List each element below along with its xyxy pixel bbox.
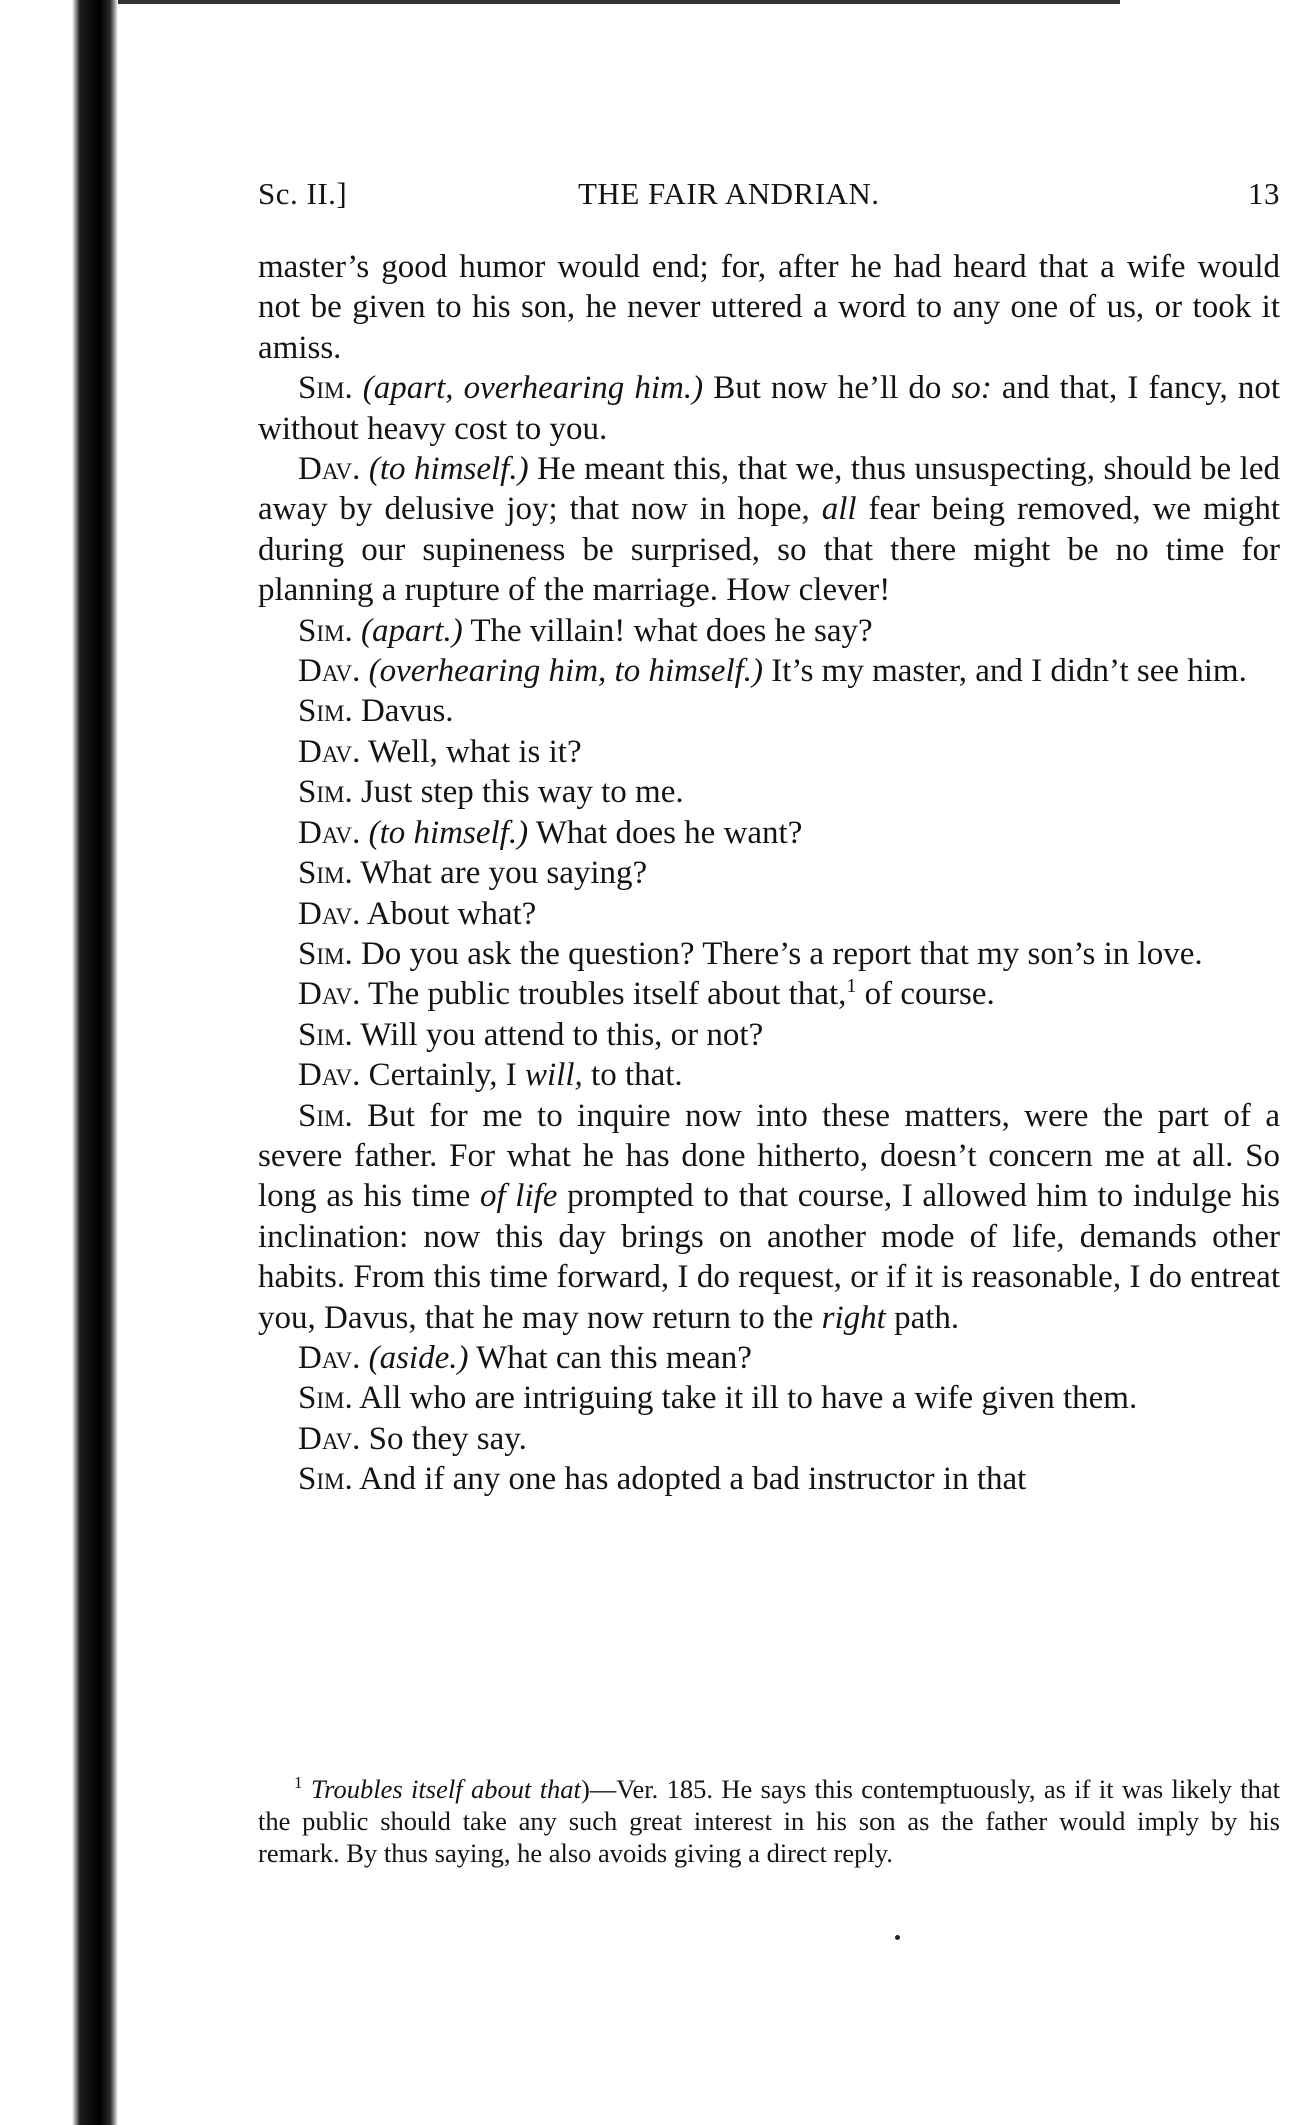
- footnote-reference: 1: [846, 975, 857, 998]
- stage-direction: (apart, overhearing him.): [362, 370, 704, 407]
- dialogue-line: Dav. (overhearing him, to himself.) It’s my master, and I didn’t see him.: [298, 653, 1247, 690]
- speaker-name: Sim.: [298, 370, 353, 407]
- dialogue-line: Sim. Do you ask the question? There’s a report that my son’s in love.: [298, 935, 1203, 972]
- dialogue-line: Sim. Will you attend to this, or not?: [298, 1016, 764, 1053]
- speaker-name: Dav.: [298, 653, 361, 690]
- scene-marker: Sc. II.]: [258, 176, 348, 211]
- speaker-name: Sim.: [298, 855, 353, 892]
- footnote-text: )—Ver. 185. He says this contemptuously, as if it was likely that the public should take any such great interest in his son as the father would imply by his remark. By thus saying, he also avoids giving a direct reply.: [258, 1774, 1281, 1868]
- footnote: [258, 1773, 1280, 1869]
- footnote-lemma: Troubles itself about that: [310, 1774, 581, 1804]
- speaker-name: Dav.: [298, 733, 361, 770]
- speaker-name: Sim.: [298, 1461, 353, 1498]
- speaker-name: Sim.: [298, 1016, 353, 1053]
- speaker-name: Sim.: [298, 1097, 353, 1134]
- book-spine-shadow: [0, 0, 118, 2125]
- dialogue-line: Sim. Just step this way to me.: [298, 774, 684, 811]
- page-title: THE FAIR ANDRIAN.: [578, 176, 880, 211]
- speaker-name: Sim.: [298, 693, 353, 730]
- footnote-number: 1: [294, 1773, 303, 1793]
- speaker-name: Sim.: [298, 612, 353, 649]
- dialogue-line: Sim. And if any one has adopted a bad instructor in that: [298, 1461, 1027, 1498]
- book-page: [258, 0, 1280, 2125]
- stage-direction: (to himself.): [368, 814, 529, 851]
- speaker-name: Dav.: [298, 1420, 361, 1457]
- dialogue-line: Sim. All who are intriguing take it ill to have a wife given them.: [298, 1380, 1138, 1417]
- speaker-name: Dav.: [298, 814, 361, 851]
- stage-direction: (aside.): [368, 1339, 469, 1376]
- dialogue-line: Dav. Well, what is it?: [298, 733, 582, 770]
- print-speck: [895, 1935, 900, 1940]
- dialogue-line: Dav. (aside.) What can this mean?: [298, 1339, 752, 1376]
- speaker-name: Dav.: [298, 976, 361, 1013]
- stage-direction: (apart.): [360, 612, 463, 649]
- speaker-name: Dav.: [298, 451, 361, 488]
- speaker-name: Dav.: [298, 895, 361, 932]
- dialogue-line: Sim. (apart, overhearing him.) But now he’ll do so: and that, I fancy, not without heavy cost to you.: [258, 370, 1281, 447]
- speaker-name: Dav.: [298, 1057, 361, 1094]
- dialogue-line: Dav. Certainly, I will, to that.: [298, 1057, 683, 1094]
- dialogue-line: Sim. (apart.) The villain! what does he say?: [298, 612, 873, 649]
- dialogue-line: Dav. So they say.: [298, 1420, 527, 1457]
- dialogue-line: Sim. But for me to inquire now into these matters, were the part of a severe father. For what he has done hitherto, doesn’t concern me at all. So long as his time of life prompted to that course, I allowed him to indulge his inclination: now this day brings on another mode of life, demands other habits. From this time forward, I do request, or if it is reasonable, I do entreat you, Davus, that he may now return to the right path.: [258, 1097, 1280, 1336]
- dialogue-line: Dav. The public troubles itself about that,$^1$ of course.: [298, 975, 995, 1013]
- speaker-name: Dav.: [298, 1339, 361, 1376]
- dialogue-line: Dav. About what?: [298, 895, 537, 932]
- dialogue-line: Dav. (to himself.) He meant this, that we, thus unsuspecting, should be led away by delusive joy; that now in hope, all fear being removed, we might during our supineness be surprised, so that there might be no time for planning a rupture of the marriage. How clever!: [258, 451, 1280, 609]
- dialogue-line: Sim. Davus.: [298, 693, 454, 730]
- dialogue-line: Sim. What are you saying?: [298, 855, 648, 892]
- speaker-name: Sim.: [298, 935, 353, 972]
- dialogue-line: Dav. (to himself.) What does he want?: [298, 814, 803, 851]
- main-text: [258, 247, 1280, 1500]
- speaker-name: Sim.: [298, 1380, 353, 1417]
- stage-direction: (to himself.): [368, 451, 529, 488]
- speaker-name: Sim.: [298, 774, 353, 811]
- stage-direction: (overhearing him, to himself.): [368, 653, 764, 690]
- paragraph: master’s good humor would end; for, after he had heard that a wife would not be given to his son, he never uttered a word to any one of us, or took it amiss.: [258, 249, 1280, 366]
- page-number: 13: [1248, 176, 1280, 211]
- running-header: [258, 176, 1280, 220]
